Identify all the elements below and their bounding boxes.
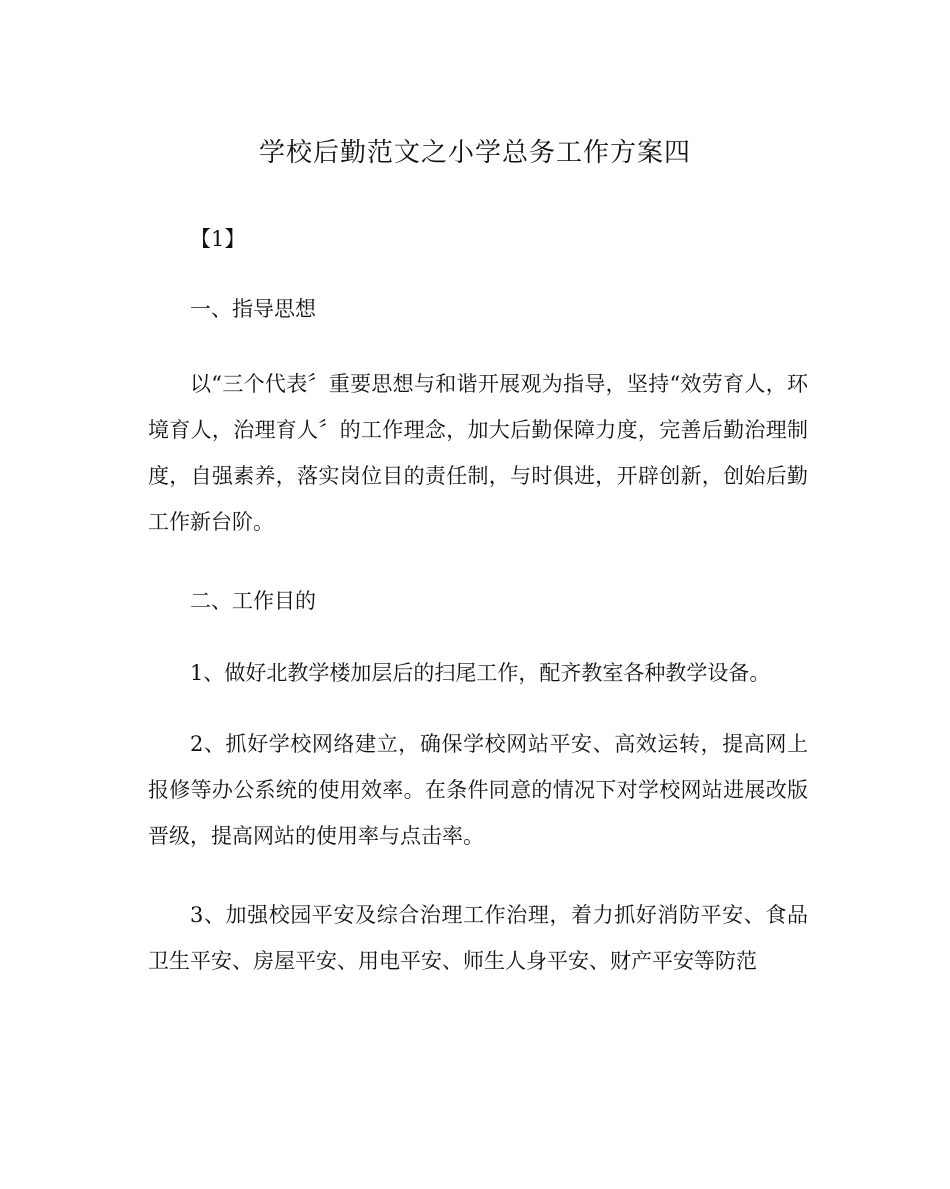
section-heading-work-goals: 二、工作目的 (190, 589, 316, 613)
paragraph-guiding-thought: 以“三个代表〞重要思想与和谐开展观为指导，坚持“效劳育人，环境育人，治理育人〞的工作理念，加大后勤保障力度，完善后勤治理制度，自强素养，落实岗位目的责任制，与时俱进，开辟创新，创始后勤工作新台阶。 (148, 372, 808, 534)
section-marker: 【1】 (190, 227, 246, 251)
document-title: 学校后勤范文之小学总务工作方案四 (258, 138, 691, 168)
goal-item-3: 3、加强校园平安及综合治理工作治理，着力抓好消防平安、食品卫生平安、房屋平安、用电平安、师生人身平安、财产平安等防范 (148, 903, 808, 973)
section-heading-guiding-thought: 一、指导思想 (190, 297, 316, 321)
goal-item-1: 1、做好北教学楼加层后的扫尾工作，配齐教室各种教学设备。 (190, 661, 771, 685)
goal-item-2: 2、抓好学校网络建立，确保学校网站平安、高效运转，提高网上报修等办公系统的使用效率。在条件同意的情况下对学校网站进展改版晋级，提高网站的使用率与点击率。 (148, 732, 808, 848)
